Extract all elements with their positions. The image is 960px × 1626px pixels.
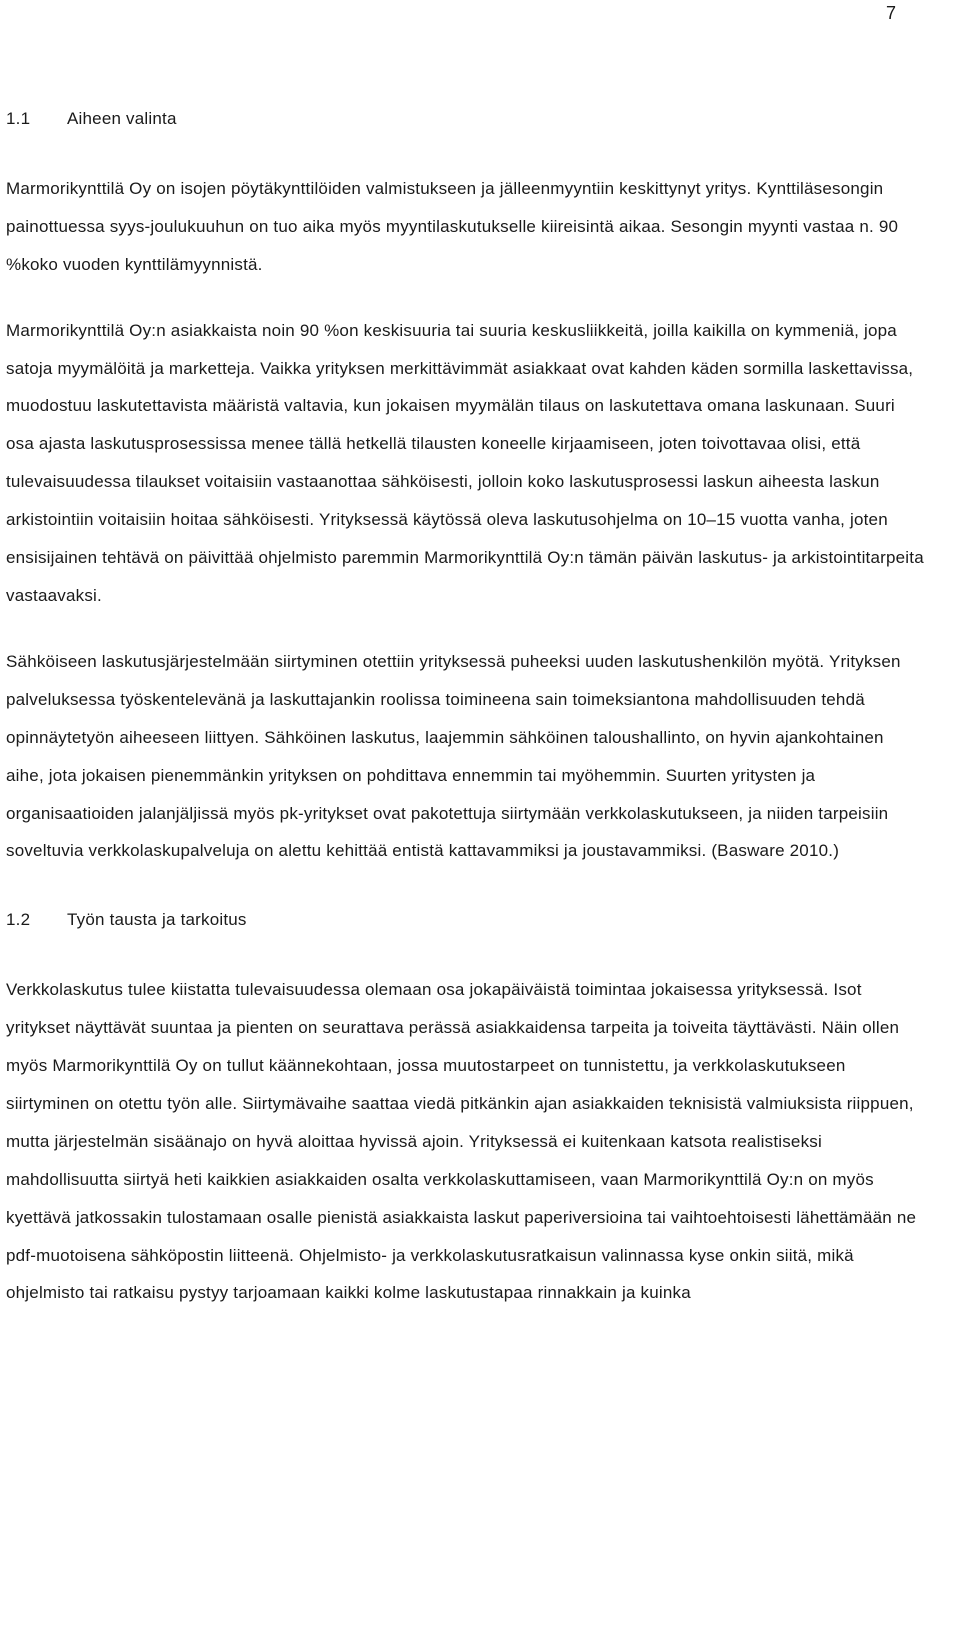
- page-number: 7: [885, 3, 896, 23]
- document-body: [6, 100, 926, 1312]
- paragraph: Marmorikynttilä Oy:n asiakkaista noin 90 %on keskisuuria tai suuria keskusliikkeitä, joilla kaikilla on kymmeniä, jopa satoja myymälöitä ja marketteja. Vaikka yrityksen merkittävimmät asiakkaat ovat kahden käden sormilla laskettavissa, muodostuu laskutettavista määristä valtavia, kun jokaisen myymälän tilaus on laskutettava omana laskunaan. Suuri osa ajasta laskutusprosessissa menee tällä hetkellä tilausten koneelle kirjaamiseen, joten toivottavaa olisi, että tulevaisuudessa tilaukset voitaisiin vastaanottaa sähköisesti, jolloin koko laskutusprosessi laskun aiheesta laskun arkistointiin voitaisiin hoitaa sähköisesti. Yrityksessä käytössä oleva laskutusohjelma on 10–15 vuotta vanha, joten ensisijainen tehtävä on päivittää ohjelmisto paremmin Marmorikynttilä Oy:n tämän päivän laskutus- ja arkistointitarpeita vastaavaksi.: [6, 320, 924, 605]
- section-number: 1.1: [6, 109, 31, 128]
- section-heading-1-1: [6, 100, 926, 138]
- paragraph: Sähköiseen laskutusjärjestelmään siirtyminen otettiin yrityksessä puheeksi uuden laskutushenkilön myötä. Yrityksen palveluksessa työskentelevänä ja laskuttajankin roolissa toimineena sain toimeksiantona mahdollisuuden tehdä opinnäytetyön aiheeseen liittyen. Sähköinen laskutus, laajemmin sähköinen taloushallinto, on hyvin ajankohtainen aihe, jota jokaisen pienemmänkin yrityksen on pohdittava ennemmin tai myöhemmin. Suurten yritysten ja organisaatioiden jalanjäljissä myös pk-yritykset ovat pakotettuja siirtymään verkkolaskutukseen, ja niiden tarpeisiin soveltuvia verkkolaskupalveluja on alettu kehittää entistä kattavammiksi ja joustavammiksi. (Basware 2010.): [6, 651, 901, 861]
- section-number: 1.2: [6, 910, 31, 930]
- section-title: Aiheen valinta: [67, 109, 177, 128]
- paragraph: Verkkolaskutus tulee kiistatta tulevaisuudessa olemaan osa jokapäiväistä toimintaa jokaisessa yrityksessä. Isot yritykset näyttävät suuntaa ja pienten on seurattava perässä asiakkaidensa tarpeita ja toiveita täyttävästi. Näin ollen myös Marmorikynttilä Oy on tullut käännekohtaan, jossa muutostarpeet on tunnistettu, ja verkkolaskutukseen siirtyminen on otettu työn alle. Siirtymävaihe saattaa viedä pitkänkin ajan asiakkaiden teknisistä valmiuksista riippuen, mutta järjestelmän sisäänajo on hyvä aloittaa hyvissä ajoin. Yrityksessä ei kuitenkaan katsota realistiseksi mahdollisuutta siirtyä heti kaikkien asiakkaiden osalta verkkolaskuttamiseen, vaan Marmorikynttilä Oy:n on myös kyettävä jatkossakin tulostamaan osalle pienistä asiakkaista laskut paperiversioina tai vaihtoehtoisesti lähettämään ne pdf-muotoisena sähköpostin liitteenä. Ohjelmisto- ja verkkolaskutusratkaisun valinnassa kyse onkin siitä, mikä ohjelmisto tai ratkaisu pystyy tarjoamaan kaikki kolme laskutustapaa rinnakkain ja kuinka: [6, 980, 917, 1303]
- section-title: Työn tausta ja tarkoitus: [67, 910, 247, 930]
- paragraph: Marmorikynttilä Oy on isojen pöytäkynttilöiden valmistukseen ja jälleenmyyntiin keskittynyt yritys. Kynttiläsesongin painottuessa syys-joulukuuhun on tuo aika myös myyntilaskutukselle kiireisintä aikaa. Sesongin myynti vastaa n. 90 %koko vuoden kynttilämyynnistä.: [6, 178, 899, 274]
- section-heading-1-2: [6, 901, 926, 939]
